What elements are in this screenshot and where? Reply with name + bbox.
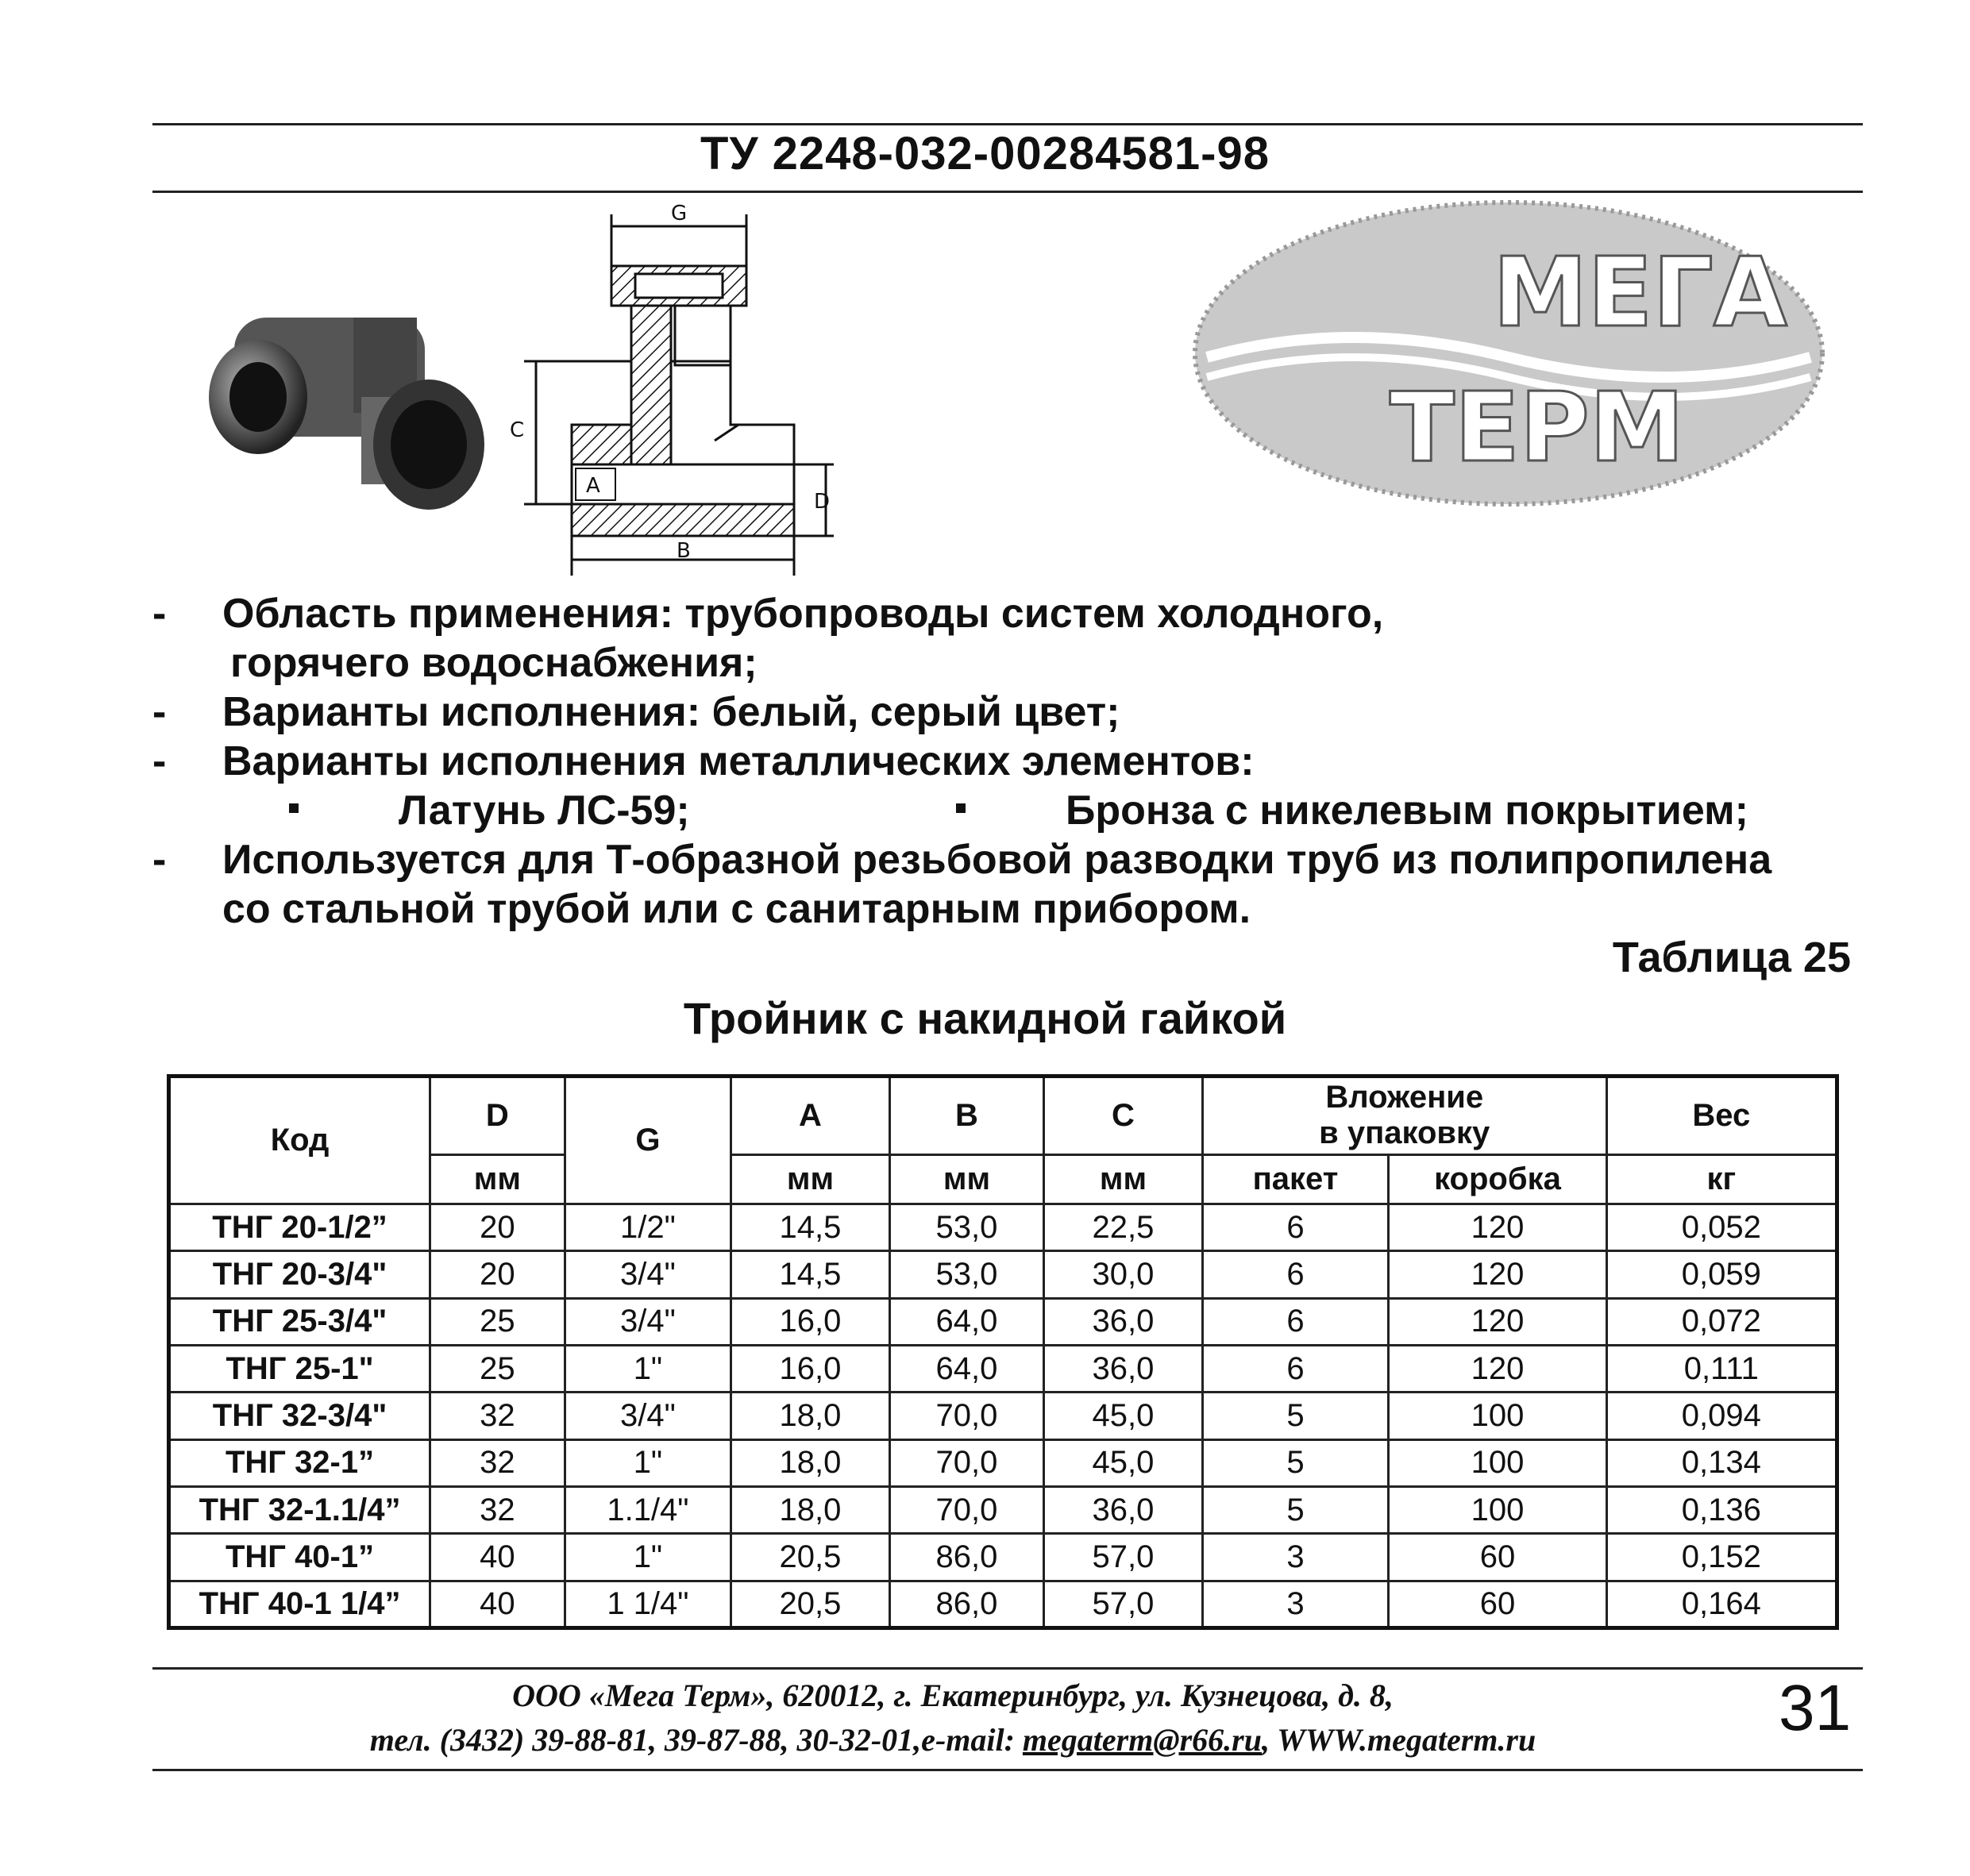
table-row [169,1298,1837,1345]
cell-weight: 0,072 [1606,1298,1837,1345]
cell-box: 100 [1389,1439,1607,1486]
cell-code: ТНГ 25-1" [169,1345,430,1392]
cell-d: 40 [430,1581,565,1628]
top-rule [152,123,1863,125]
square-bullet-icon [956,803,966,813]
cell-box: 100 [1389,1486,1607,1533]
cell-b: 86,0 [889,1581,1044,1628]
cell-b: 86,0 [889,1534,1044,1581]
list-item [152,688,1899,737]
table-row [169,1534,1837,1581]
cell-box: 60 [1389,1581,1607,1628]
logo-word-term: ТЕРМ [1390,373,1685,483]
cell-b: 53,0 [889,1251,1044,1298]
cell-a: 20,5 [731,1581,890,1628]
cell-c: 45,0 [1044,1393,1203,1439]
cell-packet: 5 [1202,1439,1388,1486]
title-rule [152,191,1863,193]
col-header-g: G [565,1077,731,1204]
cell-code: ТНГ 32-3/4" [169,1393,430,1439]
table-row [169,1204,1837,1250]
table-row [169,1581,1837,1628]
cell-d: 25 [430,1345,565,1392]
cell-g: 3/4" [565,1393,731,1439]
col-header-d: D [430,1077,565,1155]
unit-d: мм [430,1154,565,1204]
application-area-text: Область применения: трубопроводы систем холодного, [222,591,1384,637]
col-header-code: Код [169,1077,430,1204]
dim-label-d: D [814,490,831,514]
table-title: Тройник с накидной гайкой [683,993,1287,1043]
cell-b: 64,0 [889,1345,1044,1392]
footer-contacts [238,1721,1667,1759]
page-number: 31 [1779,1672,1852,1744]
cell-c: 36,0 [1044,1345,1203,1392]
cell-b: 64,0 [889,1298,1044,1345]
list-item [152,835,1899,884]
cell-d: 32 [430,1393,565,1439]
cell-packet: 6 [1202,1298,1388,1345]
list-item [152,737,1899,786]
features-list [152,589,1899,934]
cell-g: 3/4" [565,1251,731,1298]
cell-d: 25 [430,1298,565,1345]
cell-c: 57,0 [1044,1581,1203,1628]
spec-table [167,1074,1839,1630]
square-bullet-icon [289,803,299,813]
table-number: Таблица 25 [1612,934,1851,981]
cell-packet: 5 [1202,1393,1388,1439]
cell-g: 3/4" [565,1298,731,1345]
unit-a: мм [731,1154,890,1204]
cell-a: 18,0 [731,1439,890,1486]
cell-box: 100 [1389,1393,1607,1439]
packing-header-line1: Вложение [1325,1080,1484,1115]
usage-text: Используется для Т-образной резьбовой разводки труб из полипропилена [222,837,1772,883]
cell-weight: 0,136 [1606,1486,1837,1533]
cell-b: 70,0 [889,1439,1044,1486]
footer-bottom-rule [152,1769,1863,1771]
cell-g: 1/2" [565,1204,731,1250]
footer-top-rule [152,1667,1863,1670]
packing-header-line2: в упаковку [1319,1115,1490,1151]
cell-b: 70,0 [889,1393,1044,1439]
color-variants-text: Варианты исполнения: белый, серый цвет; [222,689,1120,735]
sub-item-brass: Латунь ЛС-59; [399,788,690,834]
table-row [169,1393,1837,1439]
cell-g: 1" [565,1439,731,1486]
cell-b: 53,0 [889,1204,1044,1250]
bullet-dash: - [152,689,167,735]
cell-code: ТНГ 20-3/4" [169,1251,430,1298]
list-item-continuation: со стальной трубой или с санитарным прибором. [222,886,1251,932]
cell-g: 1 1/4" [565,1581,731,1628]
cell-weight: 0,059 [1606,1251,1837,1298]
cell-weight: 0,094 [1606,1393,1837,1439]
cell-packet: 5 [1202,1486,1388,1533]
cell-weight: 0,111 [1606,1345,1837,1392]
cell-a: 14,5 [731,1204,890,1250]
dim-label-a: A [586,474,600,498]
sub-item-bronze: Бронза с никелевым покрытием; [1066,788,1748,834]
subheader-packet: пакет [1202,1154,1388,1204]
cell-code: ТНГ 40-1 1/4” [169,1581,430,1628]
col-header-packing [1202,1077,1606,1155]
col-header-weight: Вес [1606,1077,1837,1155]
cell-weight: 0,152 [1606,1534,1837,1581]
cell-c: 30,0 [1044,1251,1203,1298]
cell-g: 1.1/4" [565,1486,731,1533]
metal-variants-text: Варианты исполнения металлических элементов: [222,738,1255,784]
cell-weight: 0,164 [1606,1581,1837,1628]
cell-code: ТНГ 32-1.1/4” [169,1486,430,1533]
cell-g: 1" [565,1345,731,1392]
cell-d: 32 [430,1486,565,1533]
col-header-b: B [889,1077,1044,1155]
subheader-box: коробка [1389,1154,1607,1204]
spec-number-title: ТУ 2248-032-00284581-98 [700,128,1270,179]
company-logo [1191,198,1826,508]
cell-d: 20 [430,1251,565,1298]
cell-code: ТНГ 20-1/2” [169,1204,430,1250]
dim-label-c: C [510,418,525,442]
footer-phones: тел. (3432) 39-88-81, 39-87-88, 30-32-01,e-mail: [369,1722,1023,1758]
cell-code: ТНГ 40-1” [169,1534,430,1581]
table-row [169,1345,1837,1392]
cell-packet: 6 [1202,1251,1388,1298]
list-item [152,589,1899,638]
cell-c: 22,5 [1044,1204,1203,1250]
metal-variants-sublist [152,786,1899,835]
cell-box: 120 [1389,1251,1607,1298]
col-header-a: A [731,1077,890,1155]
footer-email-link[interactable]: megaterm@r66.ru [1022,1722,1262,1758]
cell-code: ТНГ 32-1” [169,1439,430,1486]
dim-label-g: G [671,202,688,225]
bullet-dash: - [152,837,167,883]
cell-packet: 3 [1202,1534,1388,1581]
cell-packet: 6 [1202,1345,1388,1392]
cell-weight: 0,052 [1606,1204,1837,1250]
cell-g: 1" [565,1534,731,1581]
footer-website: , WWW.megaterm.ru [1262,1722,1536,1758]
table-row [169,1251,1837,1298]
dim-label-b: B [677,539,691,563]
cell-box: 120 [1389,1345,1607,1392]
table-row [169,1439,1837,1486]
cell-a: 16,0 [731,1345,890,1392]
logo-word-mega: МЕГА [1493,238,1787,349]
cell-a: 16,0 [731,1298,890,1345]
cell-b: 70,0 [889,1486,1044,1533]
cell-box: 120 [1389,1204,1607,1250]
cell-box: 60 [1389,1534,1607,1581]
cell-packet: 6 [1202,1204,1388,1250]
cell-a: 14,5 [731,1251,890,1298]
unit-b: мм [889,1154,1044,1204]
cell-a: 18,0 [731,1393,890,1439]
cell-c: 36,0 [1044,1486,1203,1533]
cell-c: 45,0 [1044,1439,1203,1486]
cell-a: 18,0 [731,1486,890,1533]
cell-c: 57,0 [1044,1534,1203,1581]
cell-packet: 3 [1202,1581,1388,1628]
unit-c: мм [1044,1154,1203,1204]
table-row [169,1486,1837,1533]
list-item-continuation: горячего водоснабжения; [230,640,758,686]
unit-weight: кг [1606,1154,1837,1204]
col-header-c: C [1044,1077,1203,1155]
cell-d: 20 [430,1204,565,1250]
cell-weight: 0,134 [1606,1439,1837,1486]
bullet-dash: - [152,591,167,637]
cell-box: 120 [1389,1298,1607,1345]
cell-c: 36,0 [1044,1298,1203,1345]
footer-address: ООО «Мега Терм», 620012, г. Екатеринбург, ул. Кузнецова, д. 8, [512,1678,1394,1713]
bullet-dash: - [152,738,167,784]
cell-a: 20,5 [731,1534,890,1581]
cell-d: 32 [430,1439,565,1486]
cell-d: 40 [430,1534,565,1581]
technical-drawing [492,202,850,576]
product-photo [202,302,496,524]
cell-code: ТНГ 25-3/4" [169,1298,430,1345]
